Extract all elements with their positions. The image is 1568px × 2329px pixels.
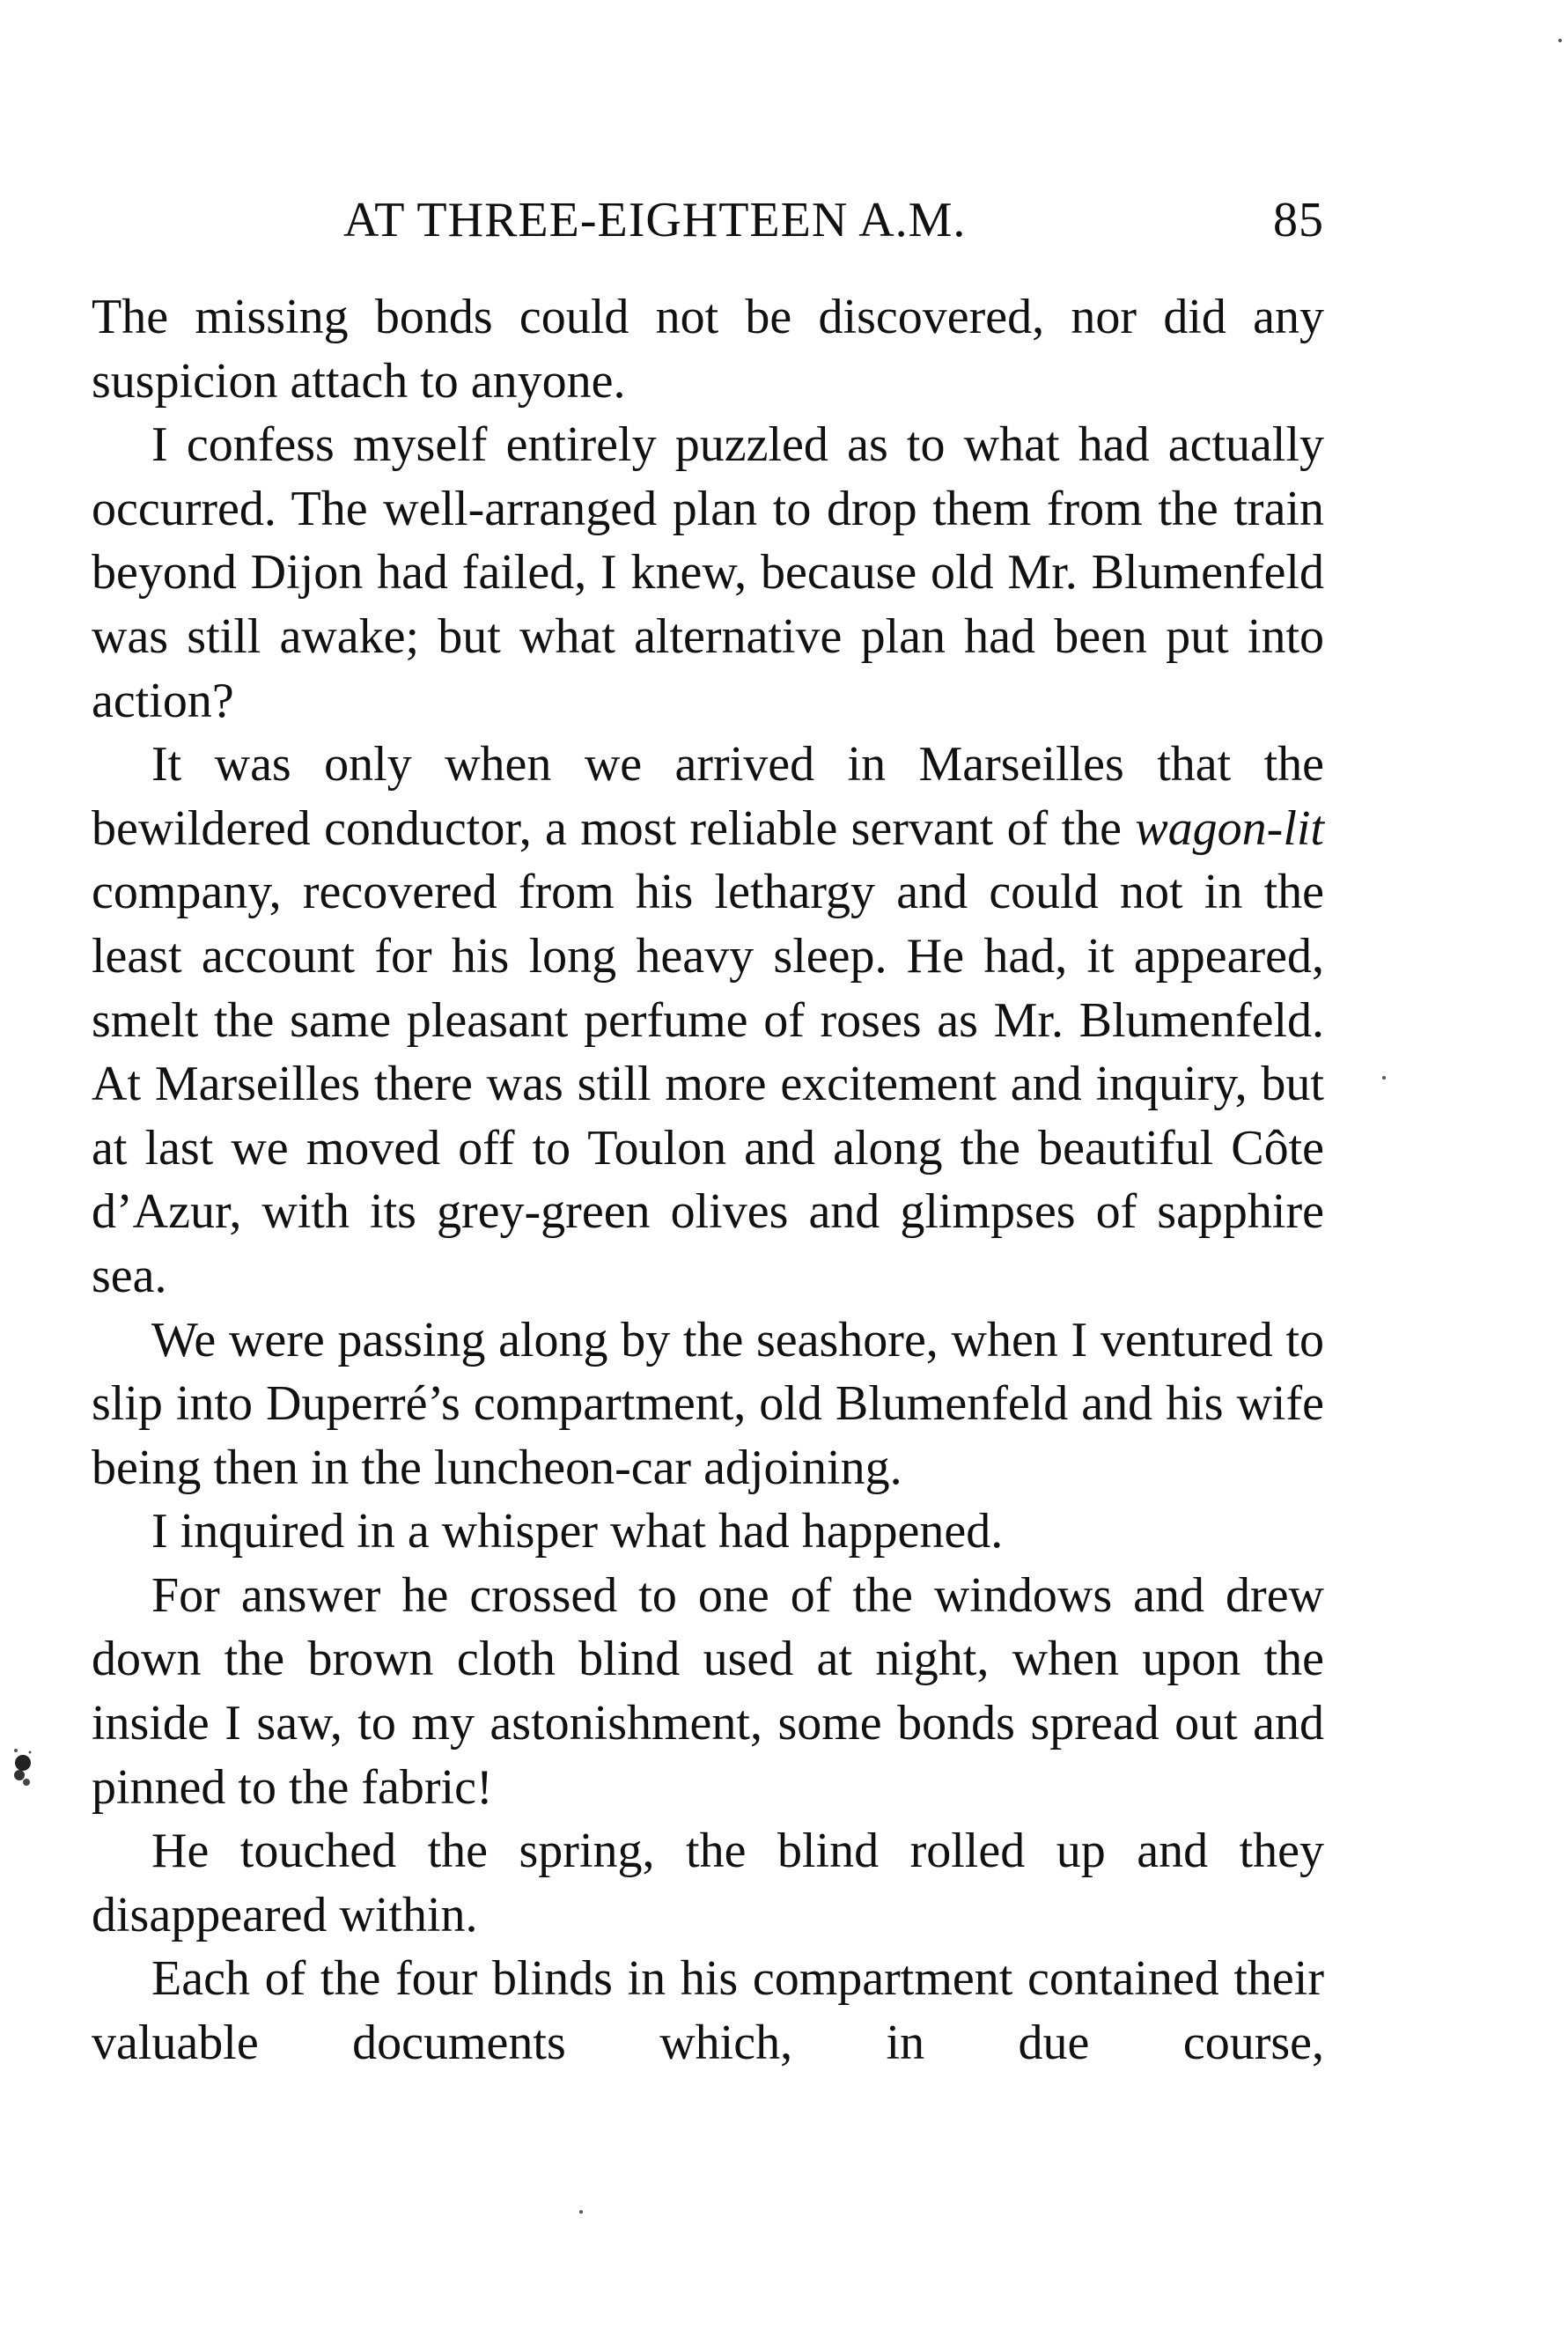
paragraph-7: He touched the spring, the blind rolled up and they disappeared within. <box>92 1824 1324 1942</box>
margin-speck-icon <box>579 2210 583 2214</box>
paragraph-3-after: company, recovered from his lethargy and could not in the least account for his long heavy sleep. He had, it appeared, smelt the same pleasant perfume of roses as Mr. Blumenfeld. At Marseilles there was still more excitement and inquiry, but at last we moved off to Toulon and along the beautiful Côte d’Azur, with its grey-green olives and glimpses of sapphire sea. <box>92 865 1324 1303</box>
paragraph-1: The missing bonds could not be discovered, nor did any suspicion attach to anyone. <box>92 290 1324 409</box>
paragraph-5: I inquired in a whisper what had happened. <box>151 1504 1004 1559</box>
paragraph-3 <box>92 733 1324 1308</box>
page-number: 85 <box>1273 193 1324 247</box>
margin-speck-icon <box>1558 39 1562 42</box>
paragraph-4: We were passing along by the seashore, when I ventured to slip into Duperré’s compartment, old Blumenfeld and his wife being then in the luncheon-car adjoining. <box>92 1312 1324 1495</box>
paragraph-8: Each of the four blinds in his compartment contained their valuable documents which, in due course, <box>92 1951 1324 2071</box>
ink-blot-icon <box>5 1743 40 1796</box>
paragraph-6: For answer he crossed to one of the windows and drew down the brown cloth blind used at night, when upon the inside I saw, to my astonishment, some bonds spread out and pinned to the fabric! <box>92 1567 1324 1815</box>
book-page <box>92 185 1324 2075</box>
running-head <box>92 185 1324 255</box>
body-text <box>92 285 1324 2075</box>
margin-speck-icon <box>1382 1076 1386 1080</box>
paragraph-3-before: It was only when we arrived in Marseilles that the bewildered conductor, a most reliable servant of the <box>92 737 1324 856</box>
running-title: AT THREE-EIGHTEEN A.M. <box>343 193 967 247</box>
paragraph-2: I confess myself entirely puzzled as to what had actually occurred. The well-arranged plan to drop them from the train beyond Dijon had failed, I knew, because old Mr. Blumenfeld was still awake; but what alternative plan had been put into action? <box>92 417 1324 728</box>
italic-term: wagon-lit <box>1135 800 1324 856</box>
